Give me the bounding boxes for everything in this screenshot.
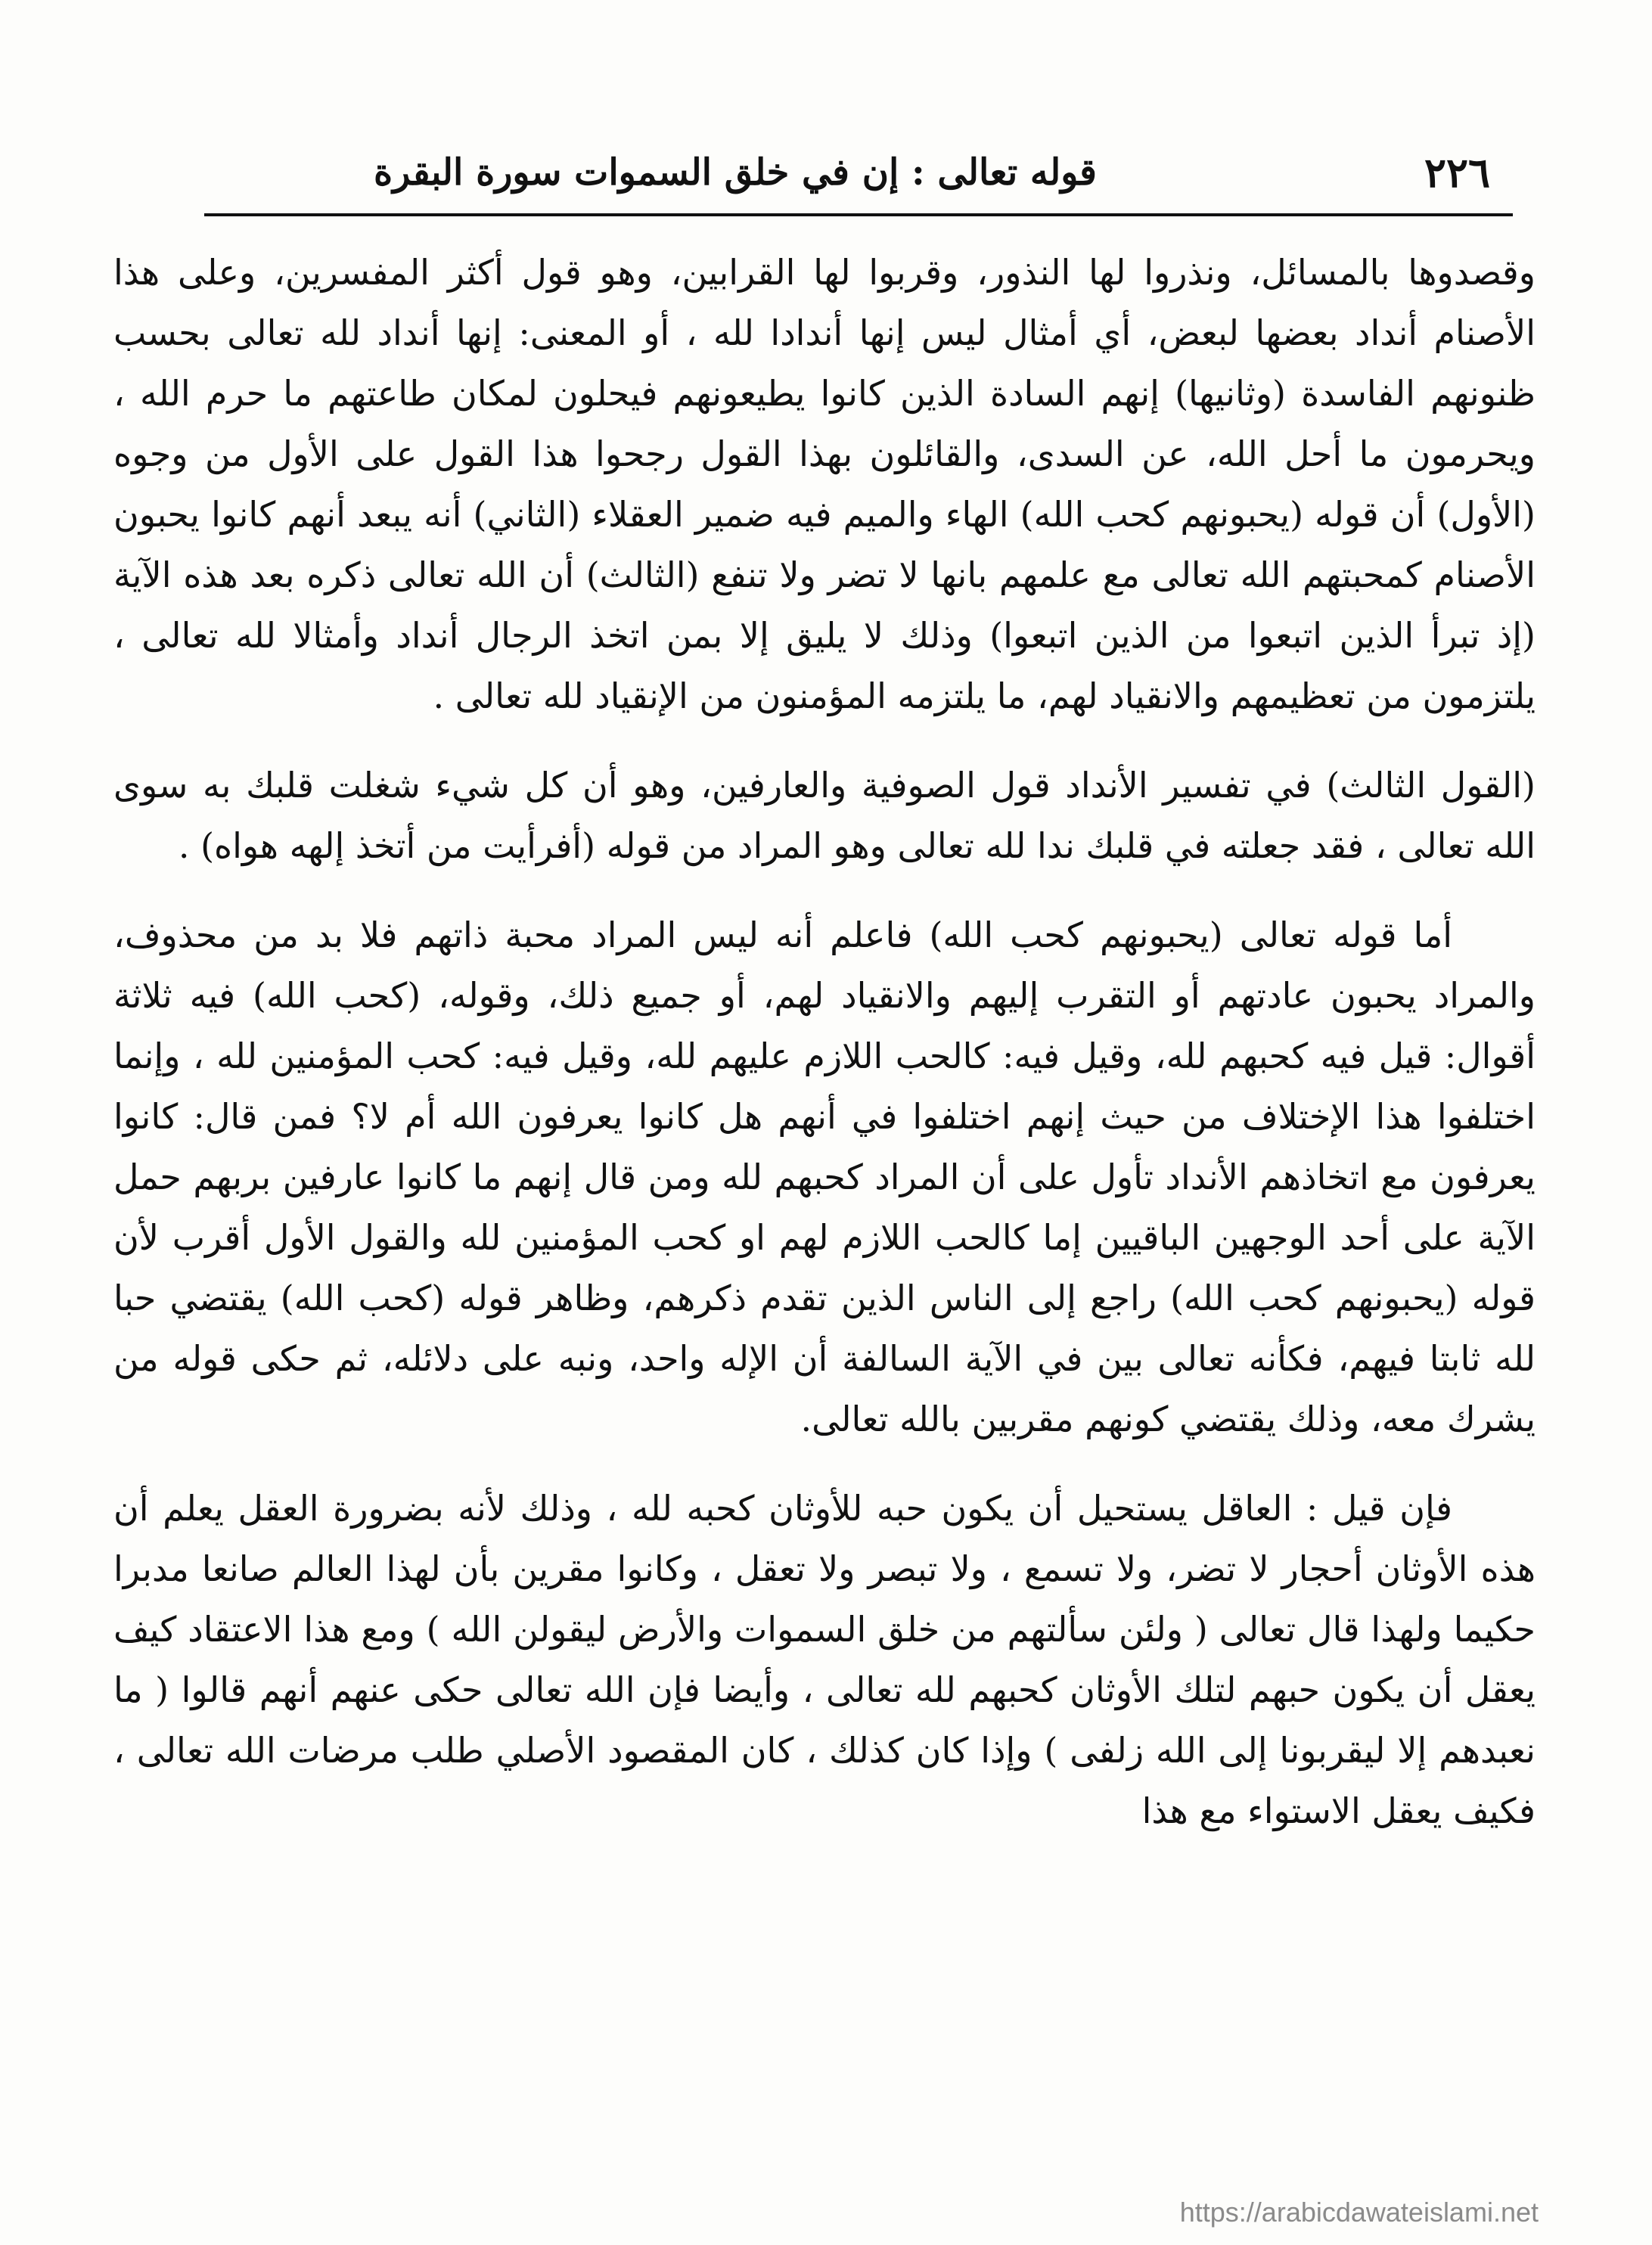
page-header [204,142,1490,203]
page-number: ٢٢٦ [1424,148,1490,197]
paragraph-1: وقصدوها بالمسائل، ونذروا لها النذور، وقربوا لها القرابين، وهو قول أكثر المفسرين، وعلى هذا الأصنام أنداد بعضها لبعض، أي أمثال ليس إنها أندادا لله ، أو المعنى: إنها أنداد لله تعالى بحسب ظنونهم الفاسدة (وثانيها) إنهم السادة الذين كانوا يطيعونهم فيحلون لمكان طاعتهم ما حرم الله ، ويحرمون ما أحل الله، عن السدى، والقائلون بهذا القول رجحوا هذا القول على الأول من وجوه (الأول) أن قوله (يحبونهم كحب الله) الهاء والميم فيه ضمير العقلاء (الثاني) أنه يبعد أنهم كانوا يحبون الأصنام كمحبتهم الله تعالى مع علمهم بانها لا تضر ولا تنفع (الثالث) أن الله تعالى ذكره بعد هذه الآية (إذ تبرأ الذين اتبعوا من الذين اتبعوا) وذلك لا يليق إلا بمن اتخذ الرجال أنداد وأمثالا لله تعالى ، يلتزمون من تعظيمهم والانقياد لهم، ما يلتزمه المؤمنون من الإنقياد لله تعالى . [113,252,1536,716]
paragraph-2: (القول الثالث) في تفسير الأنداد قول الصوفية والعارفين، وهو أن كل شيء شغلت قلبك به سوى الله تعالى ، فقد جعلته في قلبك ندا لله تعالى وهو المراد من قوله (أفرأيت من أتخذ إلهه هواه) . [113,765,1536,866]
body-text [113,242,1536,1841]
running-title: قوله تعالى : إن في خلق السموات سورة البقرة [374,151,1097,194]
header-divider [204,213,1513,216]
paragraph-3: أما قوله تعالى (يحبونهم كحب الله) فاعلم أنه ليس المراد محبة ذاتهم فلا بد من محذوف، والمراد يحبون عادتهم أو التقرب إليهم والانقياد لهم، أو جميع ذلك، وقوله، (كحب الله) فيه ثلاثة أقوال: قيل فيه كحبهم لله، وقيل فيه: كالحب اللازم عليهم لله، وقيل فيه: كحب المؤمنين لله ، وإنما اختلفوا هذا الإختلاف من حيث إنهم اختلفوا في أنهم هل كانوا يعرفون الله أم لا؟ فمن قال: كانوا يعرفون مع اتخاذهم الأنداد تأول على أن المراد كحبهم لله ومن قال إنهم ما كانوا عارفين بربهم حمل الآية على أحد الوجهين الباقيين إما كالحب اللازم لهم او كحب المؤمنين لله والقول الأول أقرب لأن قوله (يحبونهم كحب الله) راجع إلى الناس الذين تقدم ذكرهم، وظاهر قوله (كحب الله) يقتضي حبا لله ثابتا فيهم، فكأنه تعالى بين في الآية السالفة أن الإله واحد، ونبه على دلائله، ثم حكى قوله من يشرك معه، وذلك يقتضي كونهم مقربين بالله تعالى. [113,914,1536,1439]
paragraph-4: فإن قيل : العاقل يستحيل أن يكون حبه للأوثان كحبه لله ، وذلك لأنه بضرورة العقل يعلم أن هذه الأوثان أحجار لا تضر، ولا تسمع ، ولا تبصر ولا تعقل ، وكانوا مقرين بأن لهذا العالم صانعا مدبرا حكيما ولهذا قال تعالى ( ولئن سألتهم من خلق السموات والأرض ليقولن الله ) ومع هذا الاعتقاد كيف يعقل أن يكون حبهم لتلك الأوثان كحبهم لله تعالى ، وأيضا فإن الله تعالى حكى عنهم أنهم قالوا ( ما نعبدهم إلا ليقربونا إلى الله زلفى ) وإذا كان كذلك ، كان المقصود الأصلي طلب مرضات الله تعالى ، فكيف يعقل الاستواء مع هذا [113,1488,1536,1831]
watermark-url: https://arabicdawateislami.net [1179,2197,1539,2228]
